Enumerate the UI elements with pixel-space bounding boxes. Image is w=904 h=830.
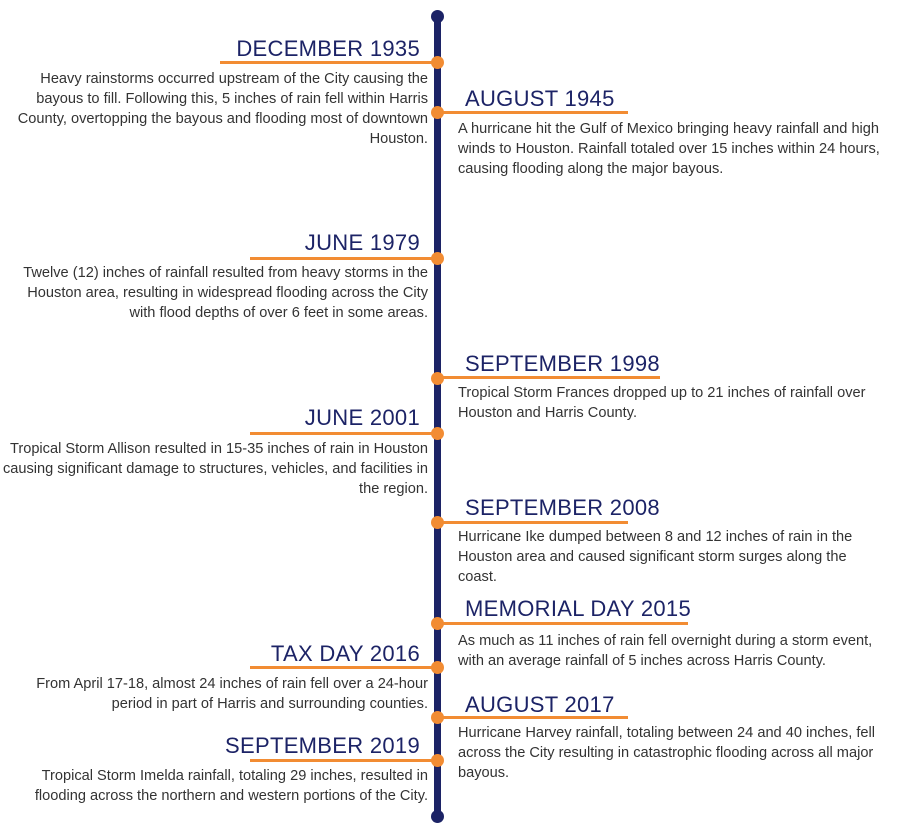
event-date: SEPTEMBER 1998 — [465, 351, 660, 376]
event-date: AUGUST 1945 — [465, 86, 615, 111]
event-marker — [431, 372, 444, 385]
event-connector — [250, 257, 438, 260]
event-marker — [431, 106, 444, 119]
event-description: Heavy rainstorms occurred upstream of the City causing the bayous to fill. Following this, 5 inches of rain fell within Harris County, overtopping the bayous and flooding most of downtown Houston. — [17, 71, 428, 147]
event-connector — [438, 521, 628, 524]
event-marker — [431, 427, 444, 440]
event-description: Hurricane Ike dumped between 8 and 12 inches of rain in the Houston area and caused significant storm surges along the coast. — [458, 529, 853, 585]
event-marker — [431, 754, 444, 767]
event-connector — [250, 432, 438, 435]
event-description: A hurricane hit the Gulf of Mexico bringing heavy rainfall and high winds to Houston. Rainfall totaled over 15 inches within 24 hours, causing flooding along the major bayous. — [458, 121, 880, 177]
event-description: Hurricane Harvey rainfall, totaling between 24 and 40 inches, fell across the City resulting in catastrophic flooding across all major bayous. — [458, 725, 875, 781]
event-date: SEPTEMBER 2019 — [225, 733, 420, 758]
event-marker — [431, 661, 444, 674]
event-description: From April 17-18, almost 24 inches of rain fell over a 24-hour period in part of Harris and surrounding counties. — [36, 676, 428, 712]
event-connector — [250, 759, 438, 762]
event-marker — [431, 252, 444, 265]
event-marker — [431, 56, 444, 69]
event-description: Tropical Storm Allison resulted in 15-35 inches of rain in Houston causing significant damage to structures, vehicles, and facilities in the region. — [2, 441, 428, 497]
event-date: DECEMBER 1935 — [236, 36, 420, 61]
event-marker — [431, 711, 444, 724]
event-date: TAX DAY 2016 — [270, 641, 420, 666]
event-date: SEPTEMBER 2008 — [465, 495, 660, 520]
event-marker — [431, 617, 444, 630]
event-marker — [431, 516, 444, 529]
event-description: Tropical Storm Frances dropped up to 21 inches of rainfall over Houston and Harris County. — [458, 385, 866, 421]
event-description: As much as 11 inches of rain fell overnight during a storm event, with an average rainfall of 5 inches across Harris County. — [458, 633, 873, 669]
event-description: Twelve (12) inches of rainfall resulted from heavy storms in the Houston area, resulting in widespread flooding across the City with flood depths of over 6 feet in some areas. — [23, 265, 428, 321]
timeline-axis — [434, 16, 441, 818]
event-date: JUNE 2001 — [304, 405, 420, 430]
event-date: JUNE 1979 — [304, 230, 420, 255]
event-date: MEMORIAL DAY 2015 — [465, 596, 692, 621]
event-connector — [438, 622, 688, 625]
timeline-axis-top-cap — [431, 10, 444, 23]
event-description: Tropical Storm Imelda rainfall, totaling 29 inches, resulted in flooding across the northern and western portions of the City. — [34, 768, 428, 804]
event-date: AUGUST 2017 — [465, 692, 615, 717]
timeline-axis-bottom-cap — [431, 810, 444, 823]
